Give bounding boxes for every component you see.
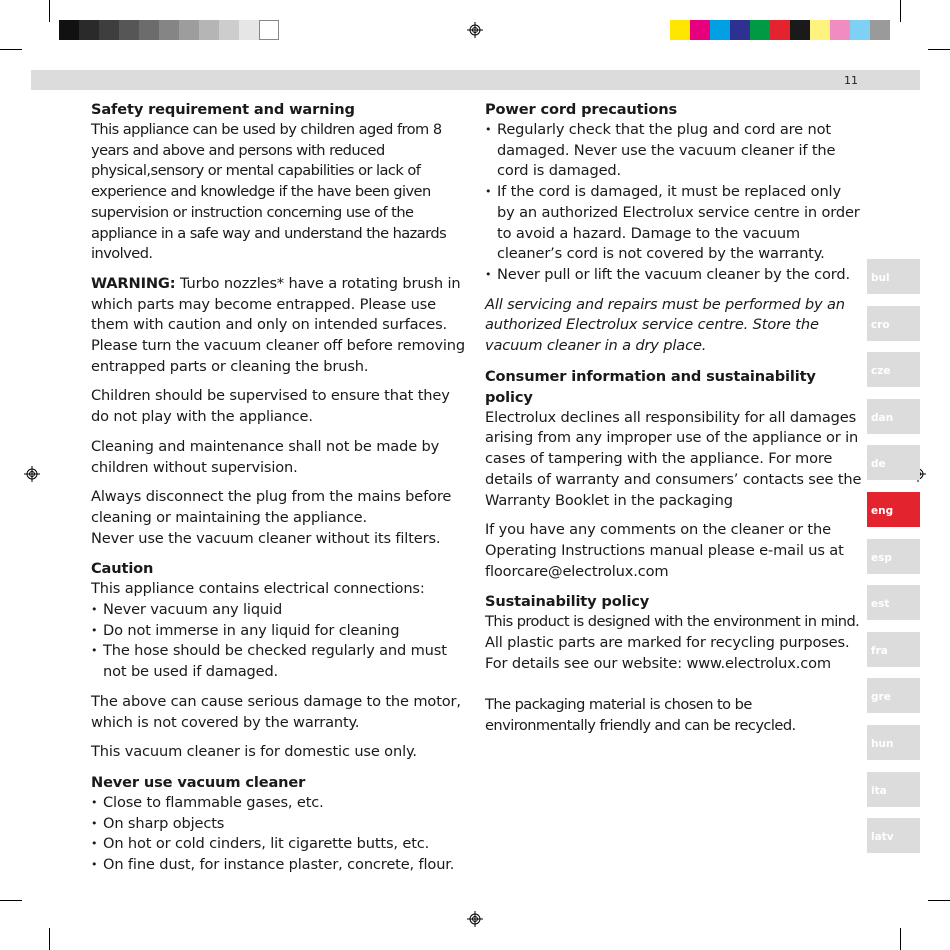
- damage-note: The above can cause serious damage to the motor, which is not covered by the warranty.: [91, 692, 461, 731]
- tab-gre[interactable]: gre: [867, 678, 920, 713]
- crop-mark: [900, 0, 901, 22]
- list-item: • The hose should be checked regularly and must not be used if damaged.: [91, 641, 471, 682]
- registration-target-icon: [467, 22, 483, 38]
- crop-mark: [928, 900, 950, 901]
- caution-heading: Caution: [91, 560, 154, 578]
- filters-paragraph: Never use the vacuum cleaner without its filters.: [91, 529, 441, 547]
- right-column: [485, 99, 863, 746]
- servicing-note: All servicing and repairs must be performed by an authorized Electrolux service centre. Store the vacuum cleaner in a dry place.: [485, 295, 845, 355]
- color-swatch: [159, 20, 179, 40]
- packaging-paragraph: The packaging material is chosen to be environmentally friendly and can be recycled.: [485, 696, 796, 735]
- color-swatch: [239, 20, 259, 40]
- header-band: [31, 70, 920, 90]
- list-item: • Never pull or lift the vacuum cleaner by the cord.: [485, 265, 863, 286]
- list-item: • Do not immerse in any liquid for cleaning: [91, 621, 471, 642]
- crop-mark: [49, 0, 50, 22]
- list-item: • On hot or cold cinders, lit cigarette butts, etc.: [91, 834, 471, 855]
- caution-list: [91, 600, 471, 683]
- color-swatch: [179, 20, 199, 40]
- color-swatch: [870, 20, 890, 40]
- color-swatch: [830, 20, 850, 40]
- list-item: • Never vacuum any liquid: [91, 600, 471, 621]
- color-swatch: [790, 20, 810, 40]
- crop-mark: [900, 928, 901, 950]
- list-item: • On fine dust, for instance plaster, concrete, flour.: [91, 855, 471, 876]
- tab-hun[interactable]: hun: [867, 725, 920, 760]
- cleaning-maintenance-paragraph: Cleaning and maintenance shall not be made by children without supervision.: [91, 437, 440, 476]
- color-swatch: [79, 20, 99, 40]
- tab-cro[interactable]: cro: [867, 306, 920, 341]
- color-swatch: [59, 20, 79, 40]
- crop-mark: [49, 928, 50, 950]
- color-swatch: [770, 20, 790, 40]
- registration-target-icon: [467, 911, 483, 927]
- consumer-paragraph: Electrolux declines all responsibility for all damages arising from any improper use of the appliance or in cases of tampering with the appliance. For more details of warranty and consumers’ contacts see the Warranty Booklet in the packaging: [485, 408, 862, 509]
- tab-ita[interactable]: ita: [867, 772, 920, 807]
- tab-est[interactable]: est: [867, 585, 920, 620]
- sustainability-heading: Sustainability policy: [485, 593, 650, 611]
- disconnect-paragraph: Always disconnect the plug from the mains before cleaning or maintaining the appliance.: [91, 488, 452, 526]
- tab-latv[interactable]: latv: [867, 818, 920, 853]
- safety-paragraph: This appliance can be used by children aged from 8 years and above and persons with reduced physical,sensory or mental capabilities or lack of experience and knowledge if the have been given supervision or instruction concerning use of the appliance in a safe way and understand the hazards involved.: [91, 121, 447, 263]
- warning-text: Turbo nozzles* have a rotating brush in which parts may become entrapped. Please use them with caution and only on intended surfaces. Please turn the vacuum cleaner off before removing entrapped parts or cleaning the brush.: [91, 274, 465, 375]
- warning-label: WARNING:: [91, 274, 176, 292]
- sustainability-line: For details see our website: www.electrolux.com: [485, 654, 831, 672]
- color-swatch: [259, 20, 279, 40]
- color-swatch: [670, 20, 690, 40]
- children-supervised-paragraph: Children should be supervised to ensure that they do not play with the appliance.: [91, 387, 450, 426]
- list-item: • On sharp objects: [91, 814, 471, 835]
- tab-dan[interactable]: dan: [867, 399, 920, 434]
- list-item: • Close to flammable gases, etc.: [91, 793, 471, 814]
- color-swatch: [119, 20, 139, 40]
- never-use-list: [91, 793, 471, 876]
- list-item: • Regularly check that the plug and cord are not damaged. Never use the vacuum cleaner if the cord is damaged.: [485, 120, 863, 182]
- caution-intro: This appliance contains electrical connections:: [91, 580, 425, 598]
- power-cord-heading: Power cord precautions: [485, 101, 677, 118]
- color-swatch: [199, 20, 219, 40]
- color-swatch: [710, 20, 730, 40]
- power-cord-list: [485, 120, 863, 286]
- page-number: 11: [844, 74, 858, 87]
- crop-mark: [0, 49, 22, 50]
- color-swatch: [750, 20, 770, 40]
- crop-mark: [928, 49, 950, 50]
- left-column: [91, 99, 471, 885]
- color-swatch: [690, 20, 710, 40]
- tab-fra[interactable]: fra: [867, 632, 920, 667]
- tab-eng[interactable]: eng: [867, 492, 920, 527]
- tab-de[interactable]: de: [867, 445, 920, 480]
- color-swatch: [139, 20, 159, 40]
- warning-paragraph: [91, 274, 471, 378]
- color-swatch: [850, 20, 870, 40]
- color-swatch: [730, 20, 750, 40]
- sustainability-line: All plastic parts are marked for recycling purposes.: [485, 634, 850, 652]
- tab-bul[interactable]: bul: [867, 259, 920, 294]
- registration-target-icon: [24, 466, 40, 482]
- domestic-use-note: This vacuum cleaner is for domestic use only.: [91, 743, 417, 761]
- color-swatch: [219, 20, 239, 40]
- comments-paragraph: If you have any comments on the cleaner or the Operating Instructions manual please e-mail us at floorcare@electrolux.com: [485, 521, 844, 580]
- tab-cze[interactable]: cze: [867, 352, 920, 387]
- consumer-heading: Consumer information and sustainability policy: [485, 367, 816, 406]
- sustainability-line: This product is designed with the environment in mind.: [485, 613, 860, 631]
- color-swatch: [810, 20, 830, 40]
- list-item: • If the cord is damaged, it must be replaced only by an authorized Electrolux service centre in order to avoid a hazard. Damage to the vacuum cleaner’s cord is not covered by the warranty.: [485, 182, 863, 265]
- color-swatch: [99, 20, 119, 40]
- tab-esp[interactable]: esp: [867, 539, 920, 574]
- crop-mark: [0, 900, 22, 901]
- never-use-heading: Never use vacuum cleaner: [91, 773, 306, 791]
- safety-heading: Safety requirement and warning: [91, 101, 355, 118]
